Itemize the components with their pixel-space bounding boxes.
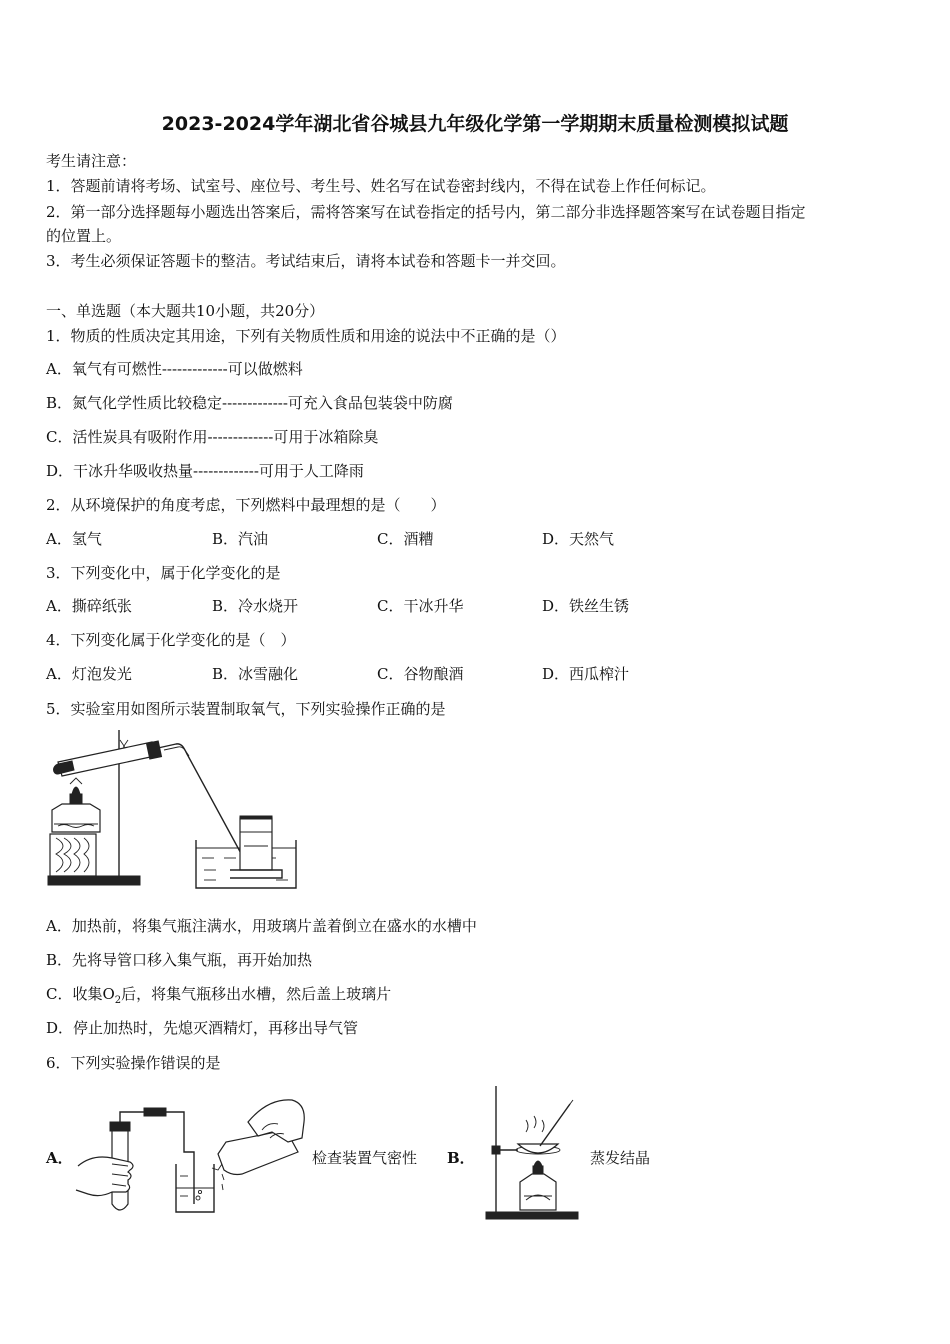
oxygen-apparatus-figure [44, 728, 304, 890]
question-5-option-a: A．加热前，将集气瓶注满水，用玻璃片盖着倒立在盛水的水槽中 [46, 917, 477, 935]
question-4-option-a: A．灯泡发光 [46, 665, 132, 683]
question-2-option-b: B．汽油 [212, 530, 269, 548]
question-1-option-c: C．活性炭具有吸附作用-------------可用于冰箱除臭 [46, 428, 379, 446]
notice-item-2: 2．第一部分选择题每小题选出答案后，需将答案写在试卷指定的括号内，第二部分非选择题答案写在试卷题目指定 [46, 203, 806, 221]
question-1-option-a: A．氧气有可燃性-------------可以做燃料 [46, 360, 303, 378]
section-heading: 一、单选题（本大题共10小题，共20分） [46, 302, 325, 320]
question-2-stem: 2．从环境保护的角度考虑，下列燃料中最理想的是（ ） [46, 496, 446, 514]
question-6-option-b-letter: B． [447, 1149, 475, 1167]
question-6-option-a-letter: A． [46, 1149, 73, 1167]
question-2-option-d: D．天然气 [542, 530, 615, 548]
question-6-option-a-caption: 检查装置气密性 [312, 1149, 418, 1167]
question-3-stem: 3．下列变化中，属于化学变化的是 [46, 564, 281, 582]
question-2-option-a: A．氢气 [46, 530, 102, 548]
question-4-option-c: C．谷物酿酒 [377, 665, 464, 683]
question-5-option-c: C．收集$O_2$后，将集气瓶移出水槽，然后盖上玻璃片 [46, 985, 392, 1006]
question-3-option-c: C．干冰升华 [377, 597, 464, 615]
question-5-stem: 5．实验室用如图所示装置制取氧气，下列实验操作正确的是 [46, 700, 446, 718]
notice-item-2-cont: 的位置上。 [46, 227, 122, 245]
question-1-option-d: D．干冰升华吸收热量-------------可用于人工降雨 [46, 462, 364, 480]
notice-heading: 考生请注意： [46, 152, 137, 170]
question-4-option-d: D．西瓜榨汁 [542, 665, 630, 683]
notice-item-1: 1．答题前请将考场、试室号、座位号、考生号、姓名写在试卷密封线内，不得在试卷上作任何标记。 [46, 177, 716, 195]
question-1-option-b: B．氮气化学性质比较稳定-------------可充入食品包装袋中防腐 [46, 394, 453, 412]
question-3-option-b: B．冷水烧开 [212, 597, 299, 615]
notice-item-3: 3．考生必须保证答题卡的整洁。考试结束后，请将本试卷和答题卡一并交回。 [46, 252, 566, 270]
question-3-option-a: A．撕碎纸张 [46, 597, 132, 615]
airtightness-check-figure [72, 1092, 308, 1218]
question-5-option-b: B．先将导管口移入集气瓶，再开始加热 [46, 951, 313, 969]
question-2-option-c: C．酒糟 [377, 530, 434, 548]
question-4-stem: 4．下列变化属于化学变化的是（ ） [46, 631, 296, 649]
question-5-option-d: D．停止加热时，先熄灭酒精灯，再移出导气管 [46, 1019, 359, 1037]
question-6-option-b-caption: 蒸发结晶 [590, 1149, 651, 1167]
page-title: 2023-2024学年湖北省谷城县九年级化学第一学期期末质量检测模拟试题 [161, 113, 789, 135]
question-3-option-d: D．铁丝生锈 [542, 597, 630, 615]
question-6-stem: 6．下列实验操作错误的是 [46, 1054, 221, 1072]
question-4-option-b: B．冰雪融化 [212, 665, 299, 683]
question-1-stem: 1．物质的性质决定其用途，下列有关物质性质和用途的说法中不正确的是（） [46, 327, 566, 345]
evaporation-figure [484, 1082, 584, 1222]
